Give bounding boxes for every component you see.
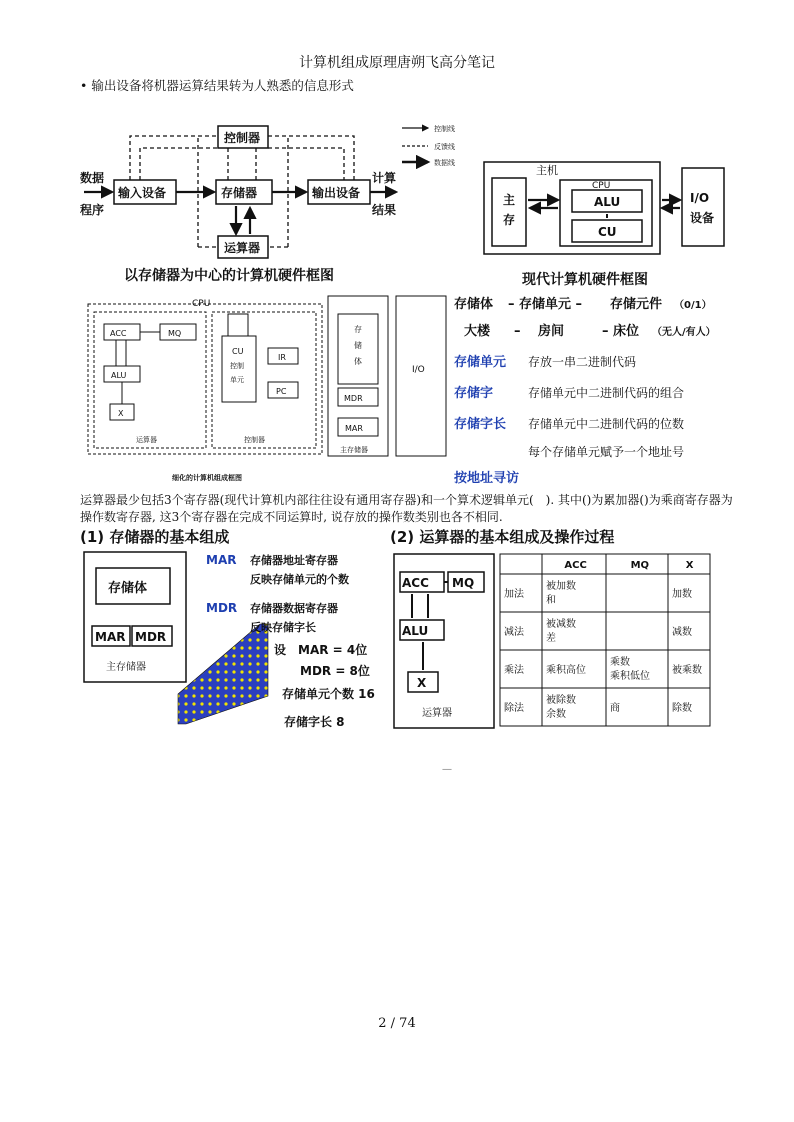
note-addr-term: 按地址寻访 bbox=[454, 471, 520, 486]
note-wlen-desc: 存储单元中二进制代码的位数 bbox=[528, 417, 685, 431]
table-cell-text: 减法 bbox=[504, 627, 524, 638]
fig2-cu: CU bbox=[598, 225, 617, 239]
note-word-desc: 存储单元中二进制代码的组合 bbox=[528, 386, 685, 400]
storage-notes bbox=[452, 292, 742, 488]
table-cell-text: 商 bbox=[610, 703, 620, 714]
figure-modern bbox=[482, 160, 732, 290]
fig4-set-4: 存储字长 8 bbox=[284, 715, 345, 729]
fig4-mdr-desc: 存储器数据寄存器 bbox=[250, 602, 338, 615]
fig1-in-label-1: 数据 bbox=[80, 171, 105, 185]
fig3-acc: ACC bbox=[110, 329, 127, 338]
note-line2-b: – bbox=[514, 324, 521, 339]
fig3-pc: PC bbox=[276, 387, 287, 396]
note-line2-e: （无人/有人） bbox=[652, 327, 716, 338]
operation-table bbox=[500, 554, 710, 726]
fig1-out-label-2: 结果 bbox=[372, 203, 397, 217]
fig4-title: (1) 存储器的基本组成 bbox=[80, 528, 230, 546]
note-line1-b: – 存储单元 – bbox=[508, 297, 583, 312]
io-box bbox=[682, 168, 724, 246]
fig4-mem-body: 存储体 bbox=[108, 581, 148, 596]
legend-control: 控制线 bbox=[434, 125, 455, 133]
note-line2-d: – 床位 bbox=[602, 324, 640, 339]
fig3-mainmem: 主存储器 bbox=[340, 446, 368, 454]
note-line1-a: 存储体 bbox=[454, 297, 494, 312]
fig2-host: 主机 bbox=[536, 164, 558, 177]
fig3-mar: MAR bbox=[345, 424, 363, 433]
fig1-output-label: 输出设备 bbox=[312, 186, 361, 200]
note-unit-desc: 存放一串二进制代码 bbox=[528, 355, 637, 369]
fig4-mar: MAR bbox=[95, 630, 126, 644]
page-number: 2 / 74 bbox=[378, 1016, 416, 1031]
fig1-input-label: 输入设备 bbox=[118, 186, 167, 200]
fig5-x: X bbox=[417, 676, 427, 690]
fig3-ctrl-unit: 控制器 bbox=[244, 436, 265, 444]
fig3-mem-2: 储 bbox=[354, 341, 362, 350]
legend-feedback: 反馈线 bbox=[434, 143, 455, 151]
fig3-io: I/O bbox=[412, 365, 425, 375]
fig3-cu-1: CU bbox=[232, 347, 244, 356]
fig4-mainmem: 主存储器 bbox=[106, 662, 146, 673]
fig2-cpu: CPU bbox=[592, 181, 611, 191]
fig1-controller-label: 控制器 bbox=[224, 131, 261, 145]
fig4-mar-name: MAR bbox=[206, 553, 237, 567]
fig3-x: X bbox=[118, 409, 124, 418]
fig1-alu-label: 运算器 bbox=[224, 241, 261, 255]
table-cell-text: 乘积低位 bbox=[610, 671, 650, 682]
note-line1-d: （0/1） bbox=[674, 300, 712, 311]
note-wlen-term: 存储字长 bbox=[454, 417, 507, 432]
fig4-mdr: MDR bbox=[135, 630, 167, 644]
table-cell-text: 除数 bbox=[672, 703, 692, 714]
fig1-caption: 以存储器为中心的计算机硬件框图 bbox=[124, 268, 334, 284]
table-cell bbox=[606, 650, 668, 688]
fig3-cpu: CPU bbox=[192, 299, 211, 309]
mainmem-box bbox=[492, 178, 526, 246]
fig3-mdr: MDR bbox=[344, 394, 363, 403]
fig5-mq: MQ bbox=[452, 576, 475, 590]
note-line2-a: 大楼 bbox=[464, 324, 491, 339]
fig2-mainmem-2: 存 bbox=[503, 213, 516, 227]
table-cell bbox=[500, 554, 542, 574]
fig4-mdr-name: MDR bbox=[206, 601, 238, 615]
fig3-alu-unit: 运算器 bbox=[136, 436, 157, 444]
fig2-mainmem-1: 主 bbox=[503, 193, 516, 207]
table-cell bbox=[542, 574, 606, 612]
fig4-mar-desc2: 反映存储单元的个数 bbox=[250, 573, 349, 586]
table-cell-text: 被减数 bbox=[546, 619, 576, 630]
fig3-mq: MQ bbox=[168, 329, 182, 338]
fig3-alu: ALU bbox=[111, 371, 127, 380]
fig3-mem-3: 体 bbox=[354, 357, 362, 366]
fig3-cu-2: 控制 bbox=[230, 362, 244, 370]
fig1-in-label-2: 程序 bbox=[80, 203, 105, 217]
legend-data: 数据线 bbox=[434, 159, 455, 167]
table-cell-text: 减数 bbox=[672, 627, 692, 638]
note-unit-term: 存储单元 bbox=[454, 355, 507, 370]
note-line2-c: 房间 bbox=[538, 324, 565, 339]
figure-refined bbox=[80, 292, 450, 484]
table-cell-text: 乘数 bbox=[610, 657, 630, 668]
fig5-alu: ALU bbox=[402, 624, 429, 638]
table-cell-text: X bbox=[685, 560, 694, 571]
table-cell bbox=[606, 574, 668, 612]
fig2-io-1: I/O bbox=[690, 191, 710, 205]
figure-memory-basic bbox=[78, 524, 388, 734]
figure-alu-basic bbox=[388, 524, 718, 734]
fig4-set-3: 存储单元个数 16 bbox=[282, 687, 375, 701]
fig1-out-label-1: 计算 bbox=[372, 171, 397, 185]
fig3-caption: 细化的计算机组成框图 bbox=[172, 474, 242, 482]
fig4-mdr-desc2: 反映存储字长 bbox=[250, 621, 316, 634]
table-cell-text: 被加数 bbox=[546, 581, 576, 592]
table-cell bbox=[542, 612, 606, 650]
table-cell bbox=[542, 688, 606, 726]
table-cell-text: 被除数 bbox=[546, 695, 576, 706]
note-addr-desc: 每个存储单元赋予一个地址号 bbox=[528, 445, 685, 459]
table-cell-text: MQ bbox=[630, 560, 650, 571]
table-cell-text: 加数 bbox=[672, 589, 692, 600]
footer-dash: — bbox=[442, 764, 452, 775]
fig4-set-1: 设 MAR = 4位 bbox=[274, 643, 368, 657]
table-cell-text: 乘积高位 bbox=[546, 665, 586, 676]
note-line1-c: 存储元件 bbox=[610, 297, 663, 312]
table-cell-text: 余数 bbox=[546, 709, 566, 720]
table-cell-text: 加法 bbox=[504, 589, 524, 600]
table-cell bbox=[606, 612, 668, 650]
fig3-cu-3: 单元 bbox=[230, 376, 244, 384]
table-cell-text: ACC bbox=[564, 560, 587, 571]
fig5-acc: ACC bbox=[402, 576, 429, 590]
fig2-alu: ALU bbox=[594, 195, 621, 209]
fig5-caption: 运算器 bbox=[422, 708, 452, 719]
fig5-title: (2) 运算器的基本组成及操作过程 bbox=[390, 528, 615, 546]
body-paragraph: 运算器最少包括3个寄存器(现代计算机内部往往设有通用寄存器)和一个算术逻辑单元( ). 其中()为累加器()为乘商寄存器为操作数寄存器, 这3个寄存器在完成不同运算时, 说存放的操作数类别也各不相同. bbox=[80, 493, 733, 524]
fig3-ir: IR bbox=[278, 353, 286, 362]
fig2-caption: 现代计算机硬件框图 bbox=[522, 272, 648, 288]
table-cell-text: 乘法 bbox=[504, 665, 524, 676]
table-cell-text: 和 bbox=[546, 595, 556, 606]
fig2-io-2: 设备 bbox=[690, 211, 715, 225]
bullet-text: • 输出设备将机器运算结果转为人熟悉的信息形式 bbox=[80, 78, 354, 93]
page-header: 计算机组成原理唐朔飞高分笔记 bbox=[299, 55, 495, 71]
fig1-memory-label: 存储器 bbox=[221, 186, 258, 200]
table-cell-text: 除法 bbox=[504, 703, 524, 714]
table-cell-text: 被乘数 bbox=[672, 665, 702, 676]
note-word-term: 存储字 bbox=[454, 386, 494, 401]
fig3-mem-1: 存 bbox=[354, 325, 362, 334]
table-cell-text: 差 bbox=[546, 633, 556, 644]
figure-storage-centric bbox=[78, 118, 408, 288]
fig4-set-2: MDR = 8位 bbox=[300, 664, 370, 678]
fig4-mar-desc: 存储器地址寄存器 bbox=[250, 554, 338, 567]
fig1-legend bbox=[400, 122, 480, 172]
